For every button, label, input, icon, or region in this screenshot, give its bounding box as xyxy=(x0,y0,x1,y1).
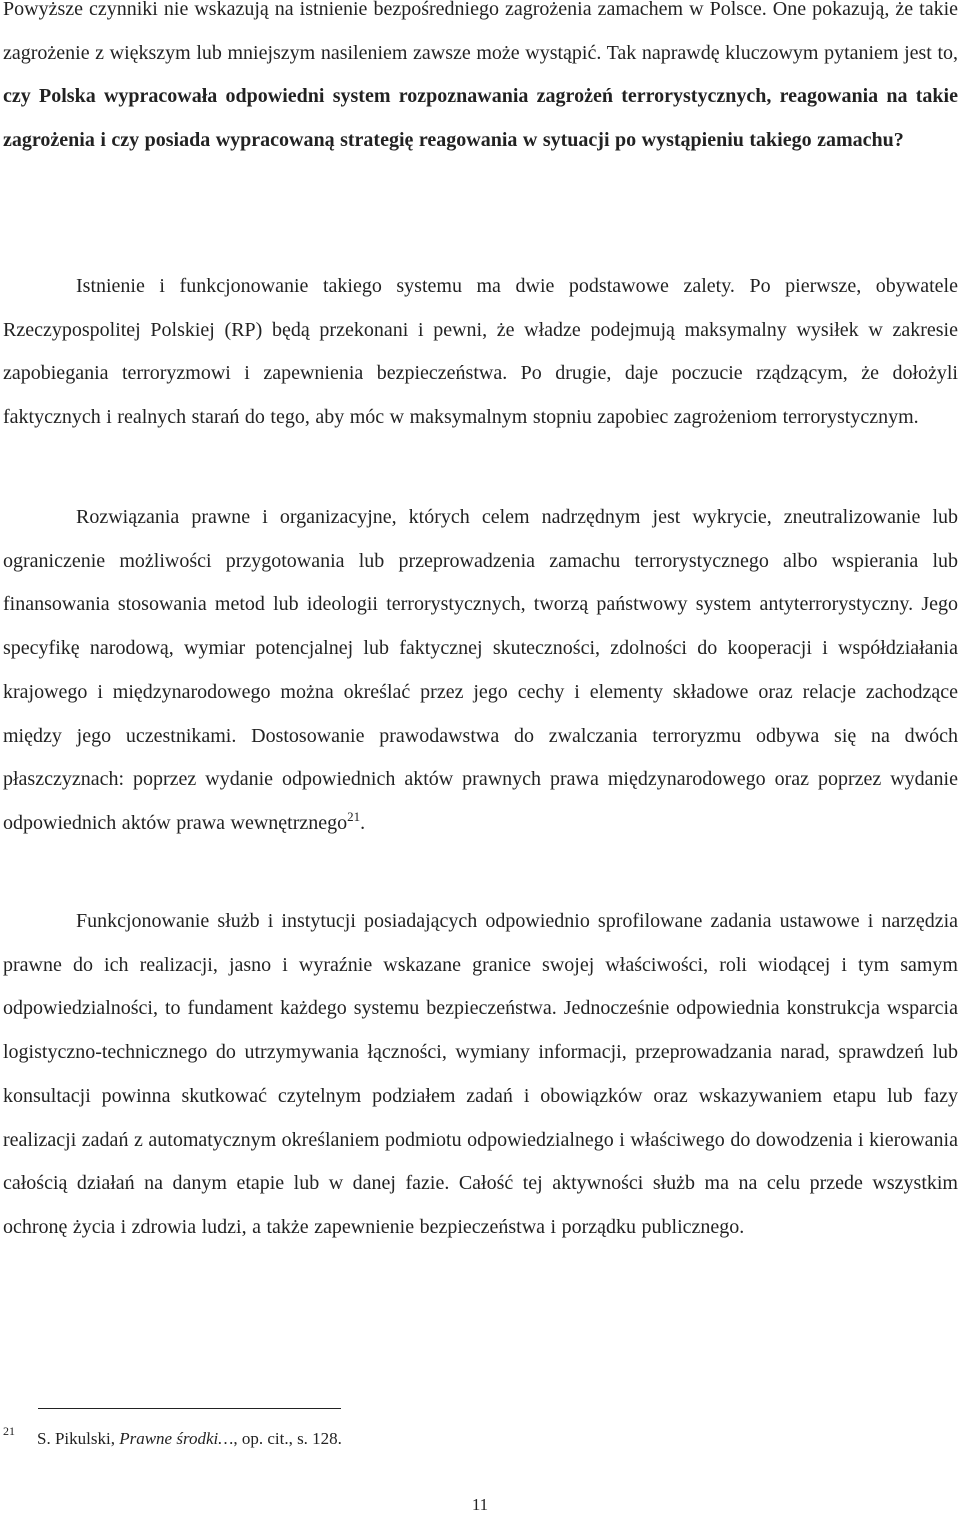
paragraph-legal-solutions xyxy=(3,496,958,846)
footnote-title: Prawne środki… xyxy=(119,1429,234,1448)
footnote-citation: , op. cit., s. 128. xyxy=(233,1429,342,1448)
paragraph-end: . xyxy=(360,811,366,834)
page-number: 11 xyxy=(471,1495,489,1514)
paragraph-services-functioning: Funkcjonowanie służb i instytucji posiadających odpowiednio sprofilowane zadania ustawowe i narzędzia prawne do ich realizacji, jasno i wyraźnie wskazane granice swojej właściwości, roli wiodącej i tym samym odpowiedzialności, to fundament każdego systemu bezpieczeństwa. Jednocześnie odpowiednia konstrukcja wsparcia logistyczno-technicznego do utrzymywania łączności, wymiany informacji, przeprowadzania narad, sprawdzeń lub konsultacji powinna skutkować czytelnym podziałem zadań i obowiązków oraz wskazywaniem etapu lub fazy realizacji zadań z automatycznym określaniem podmiotu odpowiedzialnego i właściwego do dowodzenia i kierowania całością działań na danym etapie lub w danej fazie. Całość tej aktywności służb ma na celu przede wszystkim ochronę życia i zdrowia ludzi, a także zapewnienie bezpieczeństwa i porządku publicznego. xyxy=(3,910,958,1238)
paragraph-text: Rozwiązania prawne i organizacyjne, których celem nadrzędnym jest wykrycie, zneutralizowanie lub ograniczenie możliwości przygotowania lub przeprowadzenia zamachu terrorystycznego albo wspierania lub finansowania stosowania metod lub ideologii terrorystycznych, tworzą państwowy system antyterrorystyczny. Jego specyfikę narodową, wymiar potencjalnej lub faktycznej skuteczności, zdolności do kooperacji i współdziałania krajowego i międzynarodowego można określać przez jego cechy i elementy składowe oraz relacje zachodzące między jego uczestnikami. Dostosowanie prawodawstwa do zwalczania terroryzmu odbywa się na dwóch płaszczyznach: poprzez wydanie odpowiednich aktów prawnych prawa międzynarodowego oraz poprzez wydanie odpowiednich aktów prawa wewnętrznego xyxy=(3,506,958,834)
footnote-separator xyxy=(38,1408,341,1409)
paragraph-system-advantages: Istnienie i funkcjonowanie takiego systemu ma dwie podstawowe zalety. Po pierwsze, obywatele Rzeczypospolitej Polskiej (RP) będą przekonani i pewni, że władze podejmują maksymalny wysiłek w zakresie zapobiegania terroryzmowi i zapewnienia bezpieczeństwa. Po drugie, daje poczucie rządzącym, że dołożyli faktycznych i realnych starań do tego, aby móc w maksymalnym stopniu zapobiec zagrożeniom terrorystycznym. xyxy=(3,275,958,429)
footnote-number: 21 xyxy=(3,1424,15,1438)
footnote-reference[interactable]: 21 xyxy=(347,808,361,824)
paragraph-threat-question xyxy=(3,0,958,163)
footnote-author: S. Pikulski, xyxy=(37,1429,120,1448)
paragraph-text: Powyższe czynniki nie wskazują na istnienie bezpośredniego zagrożenia zamachem w Polsce. One pokazują, że takie zagrożenie z większym lub mniejszym nasileniem zawsze może wystąpić. Tak naprawdę kluczowym pytaniem jest to, xyxy=(3,0,958,64)
bold-key-question: czy Polska wypracowała odpowiedni system rozpoznawania zagrożeń terrorystycznych, reagowania na takie zagrożenia i czy posiada wypracowaną strategię reagowania w sytuacji po wystąpieniu takiego zamachu? xyxy=(3,85,958,152)
footnote xyxy=(3,1416,342,1454)
